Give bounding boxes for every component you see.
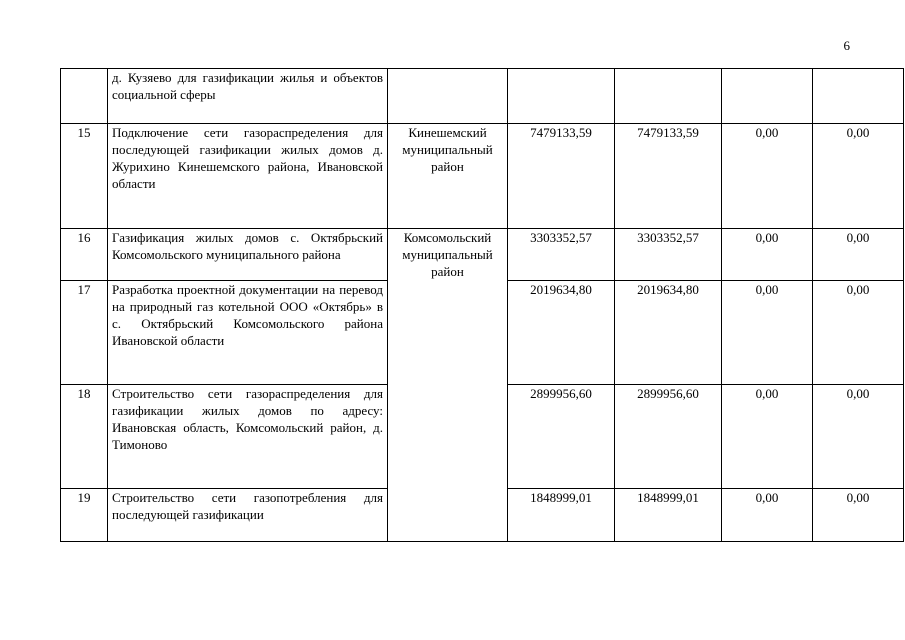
project-name-cell [108,489,388,542]
project-name: Строительство сети газораспределения для газификации жилых домов по адресу: Ивановская область, Комсомольский район, д. Тимоново [108,385,388,489]
value-2: 2019634,80 [615,281,722,385]
row-number: 18 [61,385,108,489]
value-4: 0,00 [813,124,904,229]
value-total: 2019634,80 [508,281,615,385]
project-name: Газификация жилых домов с. Октябрьский Комсомольского муниципального района [108,229,388,281]
value-4: 0,00 [813,229,904,281]
row-number: 19 [61,489,108,542]
project-name: Подключение сети газораспределения для последующей газификации жилых домов д. Журихино Кинешемского района, Ивановской области [108,124,388,229]
value-2 [615,69,722,124]
value-4 [813,69,904,124]
row-number [61,69,108,124]
table-row [61,69,904,124]
value-2: 2899956,60 [615,385,722,489]
value-3: 0,00 [722,281,813,385]
value-3 [722,69,813,124]
municipality [388,69,508,124]
value-total: 7479133,59 [508,124,615,229]
value-total: 3303352,57 [508,229,615,281]
value-total: 1848999,01 [508,489,615,542]
value-2: 3303352,57 [615,229,722,281]
project-name: Строительство сети газопотребления для последующей газификации [112,490,383,522]
row-number: 17 [61,281,108,385]
municipality: Комсомольский муниципальный район [388,229,508,542]
value-total [508,69,615,124]
value-total: 2899956,60 [508,385,615,489]
value-4: 0,00 [813,281,904,385]
page-number: 6 [843,38,850,53]
value-3: 0,00 [722,229,813,281]
value-3: 0,00 [722,489,813,542]
value-2: 1848999,01 [615,489,722,542]
project-name: д. Кузяево для газификации жилья и объектов социальной сферы [108,69,388,124]
value-4: 0,00 [813,385,904,489]
table-row [61,229,904,281]
row-number: 15 [61,124,108,229]
value-2: 7479133,59 [615,124,722,229]
table-row [61,124,904,229]
municipality: Кинешемский муниципальный район [388,124,508,229]
value-3: 0,00 [722,385,813,489]
gasification-table [60,68,904,542]
project-name: Разработка проектной документации на перевод на природный газ котельной ООО «Октябрь» в с. Октябрьский Комсомольского района Ивановской области [108,281,388,385]
value-3: 0,00 [722,124,813,229]
row-number: 16 [61,229,108,281]
value-4: 0,00 [813,489,904,542]
